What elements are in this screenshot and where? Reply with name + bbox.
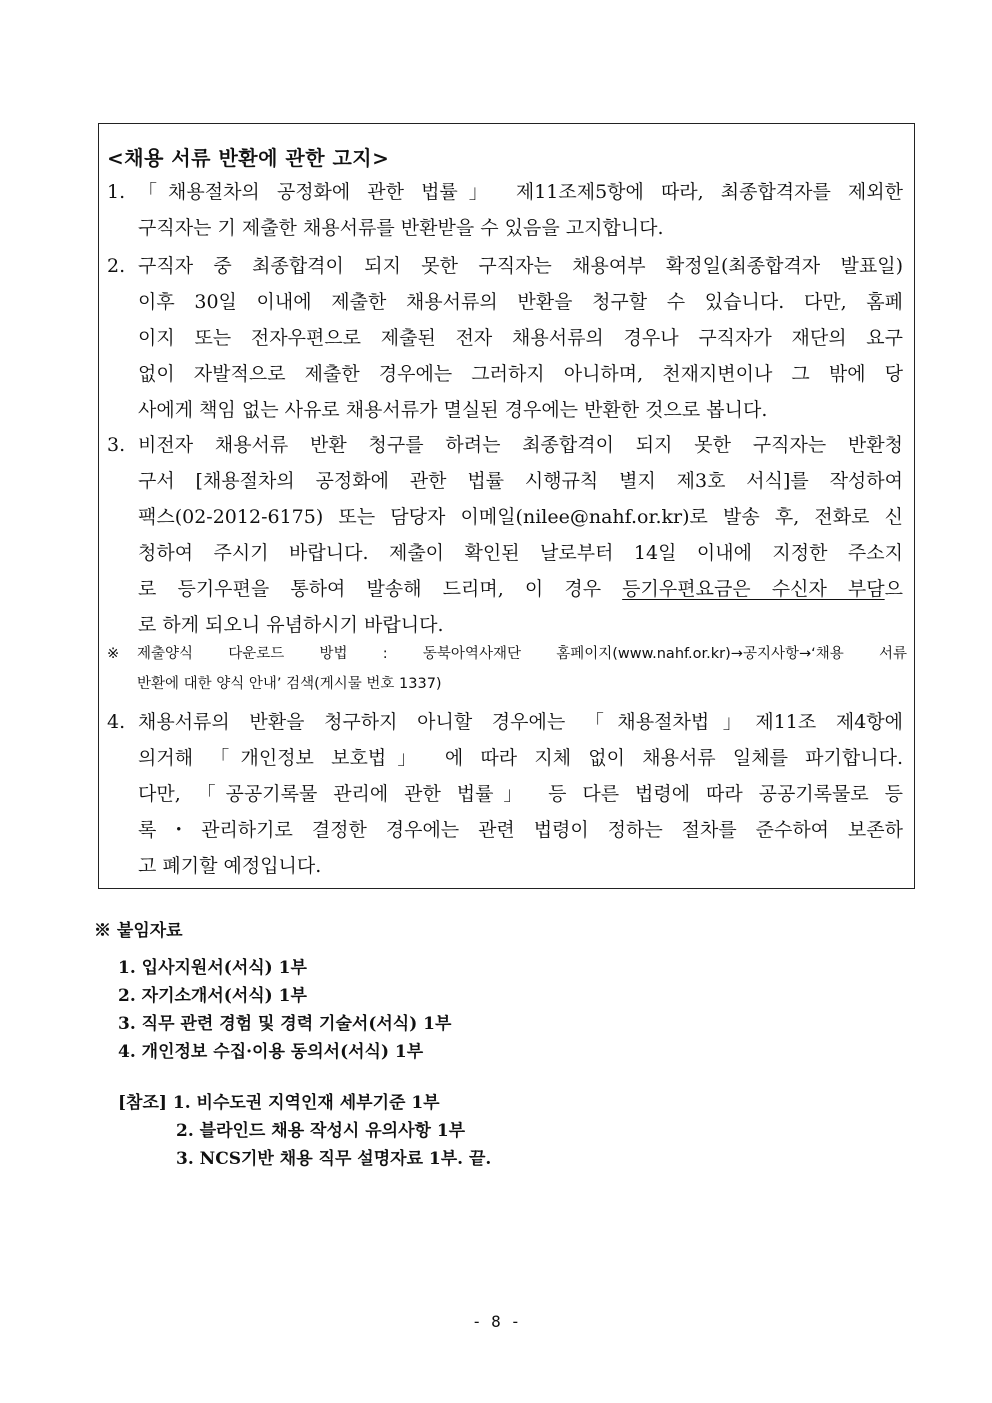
- reference-label: [참조]: [118, 1093, 167, 1113]
- notice-item-1: [107, 174, 903, 246]
- notice-title: <채용 서류 반환에 관한 고지>: [107, 146, 390, 170]
- item-number: 1.: [107, 181, 126, 203]
- notice-item-2: [107, 248, 903, 428]
- attachment-item: 2. 자기소개서(서식) 1부: [118, 986, 307, 1006]
- item-line: 구서 [채용절차의 공정화에 관한 법률 시행규칙 별지 제3호 서식]를 작성하여: [138, 470, 903, 492]
- reference-section: [118, 1089, 491, 1173]
- attachment-item: 3. 직무 관련 경험 및 경력 기술서(서식) 1부: [118, 1014, 452, 1034]
- attachments-heading: ※ 붙임자료: [94, 921, 183, 941]
- reference-row: [118, 1089, 491, 1117]
- underlined-text: 등기우편요금은 수신자 부담: [622, 578, 885, 600]
- item-line: 청하여 주시기 바랍니다. 제출이 확인된 날로부터 14일 이내에 지정한 주소지: [138, 542, 903, 564]
- item-line: 록・관리하기로 결정한 경우에는 관련 법령이 정하는 절차를 준수하여 보존하: [138, 819, 903, 841]
- item-line-mixed: [138, 571, 903, 607]
- note-line: 제출양식 다운로드 방법 : 동북아역사재단 홈페이지(www.nahf.or.kr)→공지사항→‘채용 서류: [137, 646, 907, 662]
- item-number: 3.: [107, 434, 126, 456]
- notice-item-4: [107, 704, 903, 884]
- note-line: 반환에 대한 양식 안내’ 검색(게시물 번호 1337): [137, 676, 442, 692]
- item-line: 채용서류의 반환을 청구하지 아니할 경우에는 「채용절차법」제11조 제4항에: [138, 711, 903, 733]
- item-text: 으: [884, 578, 903, 600]
- item-line: 구직자는 기 제출한 채용서류를 반환받을 수 있음을 고지합니다.: [138, 217, 664, 239]
- item-line: 팩스(02-2012-6175) 또는 담당자 이메일(nilee@nahf.or.kr)로 발송 후, 전화로 신: [138, 506, 903, 528]
- attachments-list: [118, 954, 451, 1066]
- item-line: 고 폐기할 예정입니다.: [138, 855, 322, 877]
- notice-box: [98, 123, 915, 889]
- item-line: 이지 또는 전자우편으로 제출된 전자 채용서류의 경우나 구직자가 재단의 요구: [138, 327, 903, 349]
- notice-item-3: [107, 427, 903, 643]
- item-line: 사에게 책임 없는 사유로 채용서류가 멸실된 경우에는 반환한 것으로 봅니다.: [138, 399, 768, 421]
- item-line: 없이 자발적으로 제출한 경우에는 그러하지 아니하며, 천재지변이나 그 밖에 당: [138, 363, 903, 385]
- item-line: 의거해 「개인정보 보호법」 에 따라 지체 없이 채용서류 일체를 파기합니다.: [138, 747, 903, 769]
- item-number: 4.: [107, 711, 126, 733]
- item-line: 「채용절차의 공정화에 관한 법률」 제11조제5항에 따라, 최종합격자를 제외한: [138, 181, 903, 203]
- item-line: 다만, 「공공기록물 관리에 관한 법률」 등 다른 법령에 따라 공공기록물로 등: [138, 783, 903, 805]
- item-line: 비전자 채용서류 반환 청구를 하려는 최종합격이 되지 못한 구직자는 반환청: [138, 434, 903, 456]
- item-line: 구직자 중 최종합격이 되지 못한 구직자는 채용여부 확정일(최종합격자 발표일): [138, 255, 903, 277]
- item-number: 2.: [107, 255, 126, 277]
- reference-item: 2. 블라인드 채용 작성시 유의사항 1부: [176, 1121, 466, 1141]
- note-mark: ※: [107, 646, 120, 662]
- reference-item: 1. 비수도권 지역인재 세부기준 1부: [172, 1093, 440, 1113]
- reference-item: 3. NCS기반 채용 직무 설명자료 1부. 끝.: [176, 1149, 492, 1169]
- item-line: 이후 30일 이내에 제출한 채용서류의 반환을 청구할 수 있습니다. 다만, 홈페: [138, 291, 903, 313]
- attachment-item: 1. 입사지원서(서식) 1부: [118, 958, 307, 978]
- download-note: [107, 639, 907, 699]
- item-line: 로 하게 되오니 유념하시기 바랍니다.: [138, 614, 444, 636]
- item-text: 로 등기우편을 통하여 발송해 드리며, 이 경우: [138, 578, 623, 600]
- page-number: - 8 -: [471, 1312, 521, 1331]
- attachment-item: 4. 개인정보 수집·이용 동의서(서식) 1부: [118, 1042, 424, 1062]
